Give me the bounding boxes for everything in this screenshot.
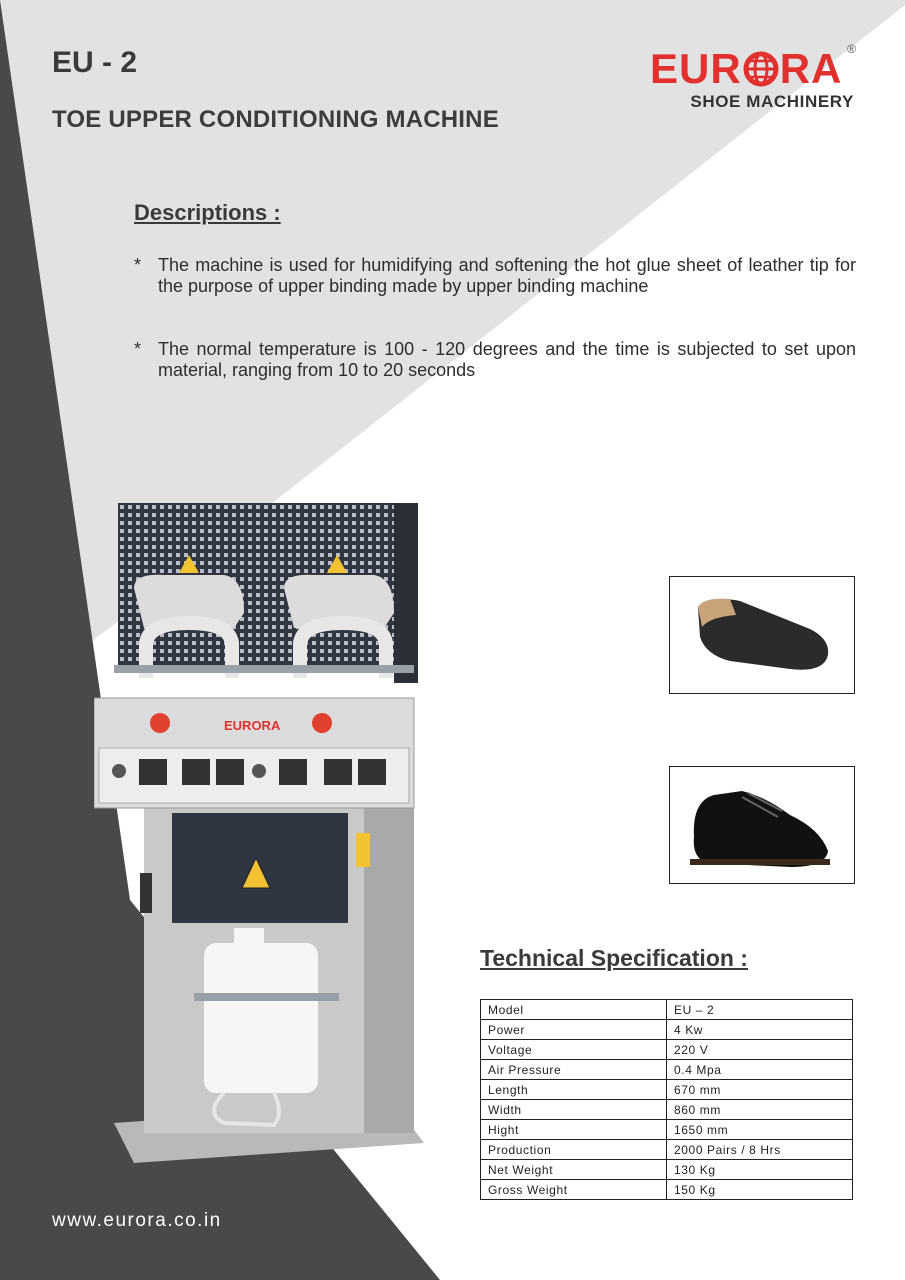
spec-label: Width [481, 1100, 667, 1120]
spec-value: 4 Kw [667, 1020, 853, 1040]
logo-text-part1: EUR [650, 45, 742, 92]
spec-label: Power [481, 1020, 667, 1040]
table-row [481, 1120, 853, 1140]
spec-value: 150 Kg [667, 1180, 853, 1200]
logo-subtitle: SHOE MACHINERY [690, 92, 854, 111]
bullet-marker: * [134, 255, 142, 275]
table-row [481, 1180, 853, 1200]
website-link[interactable]: www.eurora.co.in [52, 1210, 222, 1231]
bullet-marker: * [134, 339, 142, 359]
table-row [481, 1160, 853, 1180]
table-row [481, 1080, 853, 1100]
spec-value: 670 mm [667, 1080, 853, 1100]
shoe-icon [670, 767, 854, 883]
table-row [481, 1100, 853, 1120]
spec-label: Gross Weight [481, 1180, 667, 1200]
spec-label: Production [481, 1140, 667, 1160]
spec-value: 2000 Pairs / 8 Hrs [667, 1140, 853, 1160]
description-item [134, 339, 856, 381]
globe-icon [743, 51, 779, 87]
registered-mark: ® [847, 42, 856, 56]
spec-value: 1650 mm [667, 1120, 853, 1140]
spec-label: Air Pressure [481, 1060, 667, 1080]
brand-logo [650, 42, 860, 112]
description-text: The normal temperature is 100 - 120 degrees and the time is subjected to set upon material, ranging from 10 to 20 seconds [158, 339, 856, 380]
product-title: TOE UPPER CONDITIONING MACHINE [52, 106, 499, 133]
finished-shoe-photo [669, 766, 855, 884]
spec-label: Net Weight [481, 1160, 667, 1180]
descriptions-heading: Descriptions : [134, 200, 281, 225]
machine-brand-label: EURORA [224, 718, 281, 733]
spec-table [480, 999, 853, 1200]
spec-value: EU – 2 [667, 1000, 853, 1020]
table-row [481, 1140, 853, 1160]
spec-value: 220 V [667, 1040, 853, 1060]
description-item [134, 255, 856, 297]
spec-heading: Technical Specification : [480, 945, 748, 971]
description-text: The machine is used for humidifying and softening the hot glue sheet of leather tip for the purpose of upper binding made by upper binding machine [158, 255, 856, 296]
toe-sample-photo [669, 576, 855, 694]
leather-toe-icon [670, 577, 854, 693]
logo-wordmark [650, 45, 860, 92]
spec-value: 860 mm [667, 1100, 853, 1120]
table-row [481, 1040, 853, 1060]
logo-text-part2: RA [779, 45, 843, 92]
spec-label: Hight [481, 1120, 667, 1140]
model-code: EU - 2 [52, 46, 138, 79]
table-row [481, 1020, 853, 1040]
table-row [481, 1060, 853, 1080]
spec-label: Voltage [481, 1040, 667, 1060]
spec-label: Length [481, 1080, 667, 1100]
machine-image [94, 503, 434, 1173]
spec-label: Model [481, 1000, 667, 1020]
spec-value: 0.4 Mpa [667, 1060, 853, 1080]
table-row [481, 1000, 853, 1020]
spec-value: 130 Kg [667, 1160, 853, 1180]
